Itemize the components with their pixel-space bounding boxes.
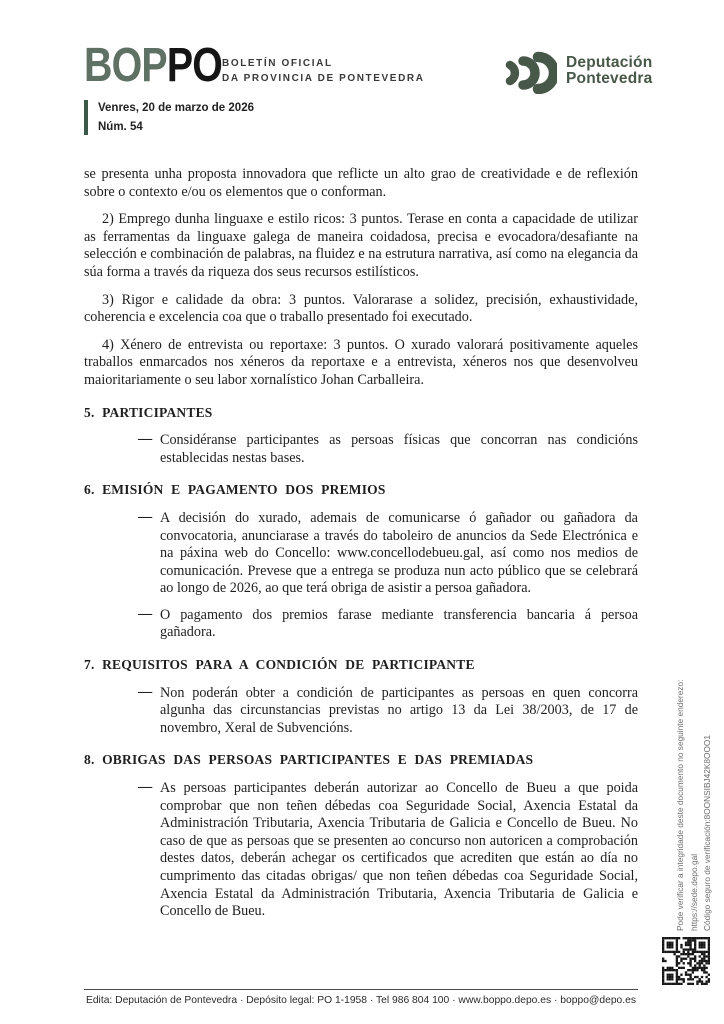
section-6-bullet-2	[84, 607, 638, 642]
paragraph-criterion-2: 2) Emprego dunha linguaxe e estilo ricos: 3 puntos. Terase en conta a capacidade de utilizar as ferramentas da linguaxe galega de maneira coidadosa, precisa e evocadora/desafiante na selección e combinación de palabras, na fluidez e na estrutura narrativa, así como na elegancia da súa forma a través da riqueza dos seus recursos estilísticos.	[84, 211, 638, 280]
bullet-text: Considéranse participantes as persoas físicas que concorran nas condicións establecidas nestas bases.	[160, 432, 638, 466]
bullet-dash: —	[138, 779, 153, 796]
issue-info-block	[84, 100, 254, 135]
org-name	[566, 55, 652, 88]
section-8-title: 8. OBRIGAS DAS PERSOAS PARTICIPANTES E DAS PREMIADAS	[84, 752, 534, 768]
org-name-line-1: Deputación	[566, 53, 653, 71]
bullet-dash: —	[138, 431, 153, 448]
verification-url: https://sede.depo.gal	[688, 853, 699, 931]
document-body	[84, 166, 638, 930]
qr-code	[662, 937, 710, 985]
bullet-dash: —	[138, 508, 153, 525]
deputacion-arcs-icon	[503, 48, 557, 94]
paragraph-intro: se presenta unha proposta innovadora que reflicte un alto grao de creatividade e de reflexión sobre o contexto e/ou os elementos que o conforman.	[84, 166, 638, 200]
bullet-text: Non poderán obter a condición de participantes as persoas en quen concorra algunha das circunstancias previstas no artigo 13 da Lei 38/2003, de 17 de novembro, Xeral de Subvencións.	[160, 684, 638, 736]
section-6-title: 6. EMISIÓN E PAGAMENTO DOS PREMIOS	[84, 482, 386, 498]
bullet-text: O pagamento dos premios farase mediante transferencia bancaria á persoa gañadora.	[160, 606, 638, 641]
section-6-bullet-1	[84, 510, 638, 598]
section-8-bullet-1	[84, 780, 638, 921]
verification-note	[674, 639, 715, 931]
bulletin-subtitle	[222, 57, 425, 86]
bullet-dash: —	[138, 605, 153, 622]
paragraph-criterion-4: 4) Xénero de entrevista ou reportaxe: 3 puntos. O xurado valorará positivamente aqueles traballos enmarcados nos xéneros da reportaxe e a entrevista, xéneros nos que desenvolveu maioritariamente o seu labor xornalístico Johan Carballeira.	[84, 336, 638, 388]
section-5-bullet-1	[84, 432, 638, 467]
boppo-logo-po: PO	[166, 39, 223, 92]
bullet-dash: —	[138, 683, 153, 700]
verification-code: Código seguro de verificación:8OONSIBJ42K8OOO1	[702, 735, 712, 931]
section-5-title: 5. PARTICIPANTES	[84, 404, 213, 420]
bullet-text: As persoas participantes deberán autorizar ao Concello de Bueu a que poida comprobar que non teñen débedas coa Seguridade Social, Axencia Estatal da Administración Tributaria, Axencia Tributaria de Galicia e Concello de Bueu. No caso de que as persoas que se presenten ao concurso non autoricen a comprobación destes datos, deberán achegar os certificados que acrediten que están ao día no cumprimento das citadas obrigas/ que non teñen débedas coa Seguridade Social, Axencia Estatal da Administración Tributaria, Axencia Tributaria de Galicia e Concello de Bueu.	[160, 780, 638, 920]
subtitle-line-2: DA PROVINCIA DE PONTEVEDRA	[222, 72, 425, 84]
boppo-logo	[84, 39, 223, 92]
bullet-text: A decisión do xurado, ademais de comunicarse ó gañador ou gañadora da convocatoria, anunciarase a través do taboleiro de anuncios da Sede Electrónica e na páxina web do Concello: www.concellodebueu.gal, así como nos medios de comunicación. Prevese que a entrega se produza nun acto público que se celebrará ao longo de 2026, ao que terá obriga de asistir a persoa gañadora.	[160, 509, 638, 597]
verification-line-1: Pode verificar a integridade deste documento no seguinte enderezo:	[675, 679, 685, 931]
footer-imprint: Edita: Deputación de Pontevedra · Depósito legal: PO 1-1958 · Tel 986 804 100 · www.boppo.depo.es · boppo@depo.es	[85, 995, 637, 1006]
section-7-title: 7. REQUISITOS PARA A CONDICIÓN DE PARTICIPANTE	[84, 657, 475, 673]
subtitle-line-1: BOLETÍN OFICIAL	[222, 58, 333, 69]
footer-divider	[84, 989, 638, 990]
boppo-logo-bop: BOP	[84, 39, 167, 92]
org-name-line-2: Pontevedra	[566, 70, 653, 87]
section-7-bullet-1	[84, 685, 638, 738]
deputacion-pontevedra-logo	[503, 48, 652, 94]
issue-date: Venres, 20 de marzo de 2026	[98, 102, 254, 114]
paragraph-criterion-3: 3) Rigor e calidade da obra: 3 puntos. Valorarase a solidez, precisión, exhaustividade, coherencia e excelencia coa que o traballo presentado foi executado.	[84, 291, 638, 326]
issue-number: Núm. 54	[98, 121, 143, 133]
